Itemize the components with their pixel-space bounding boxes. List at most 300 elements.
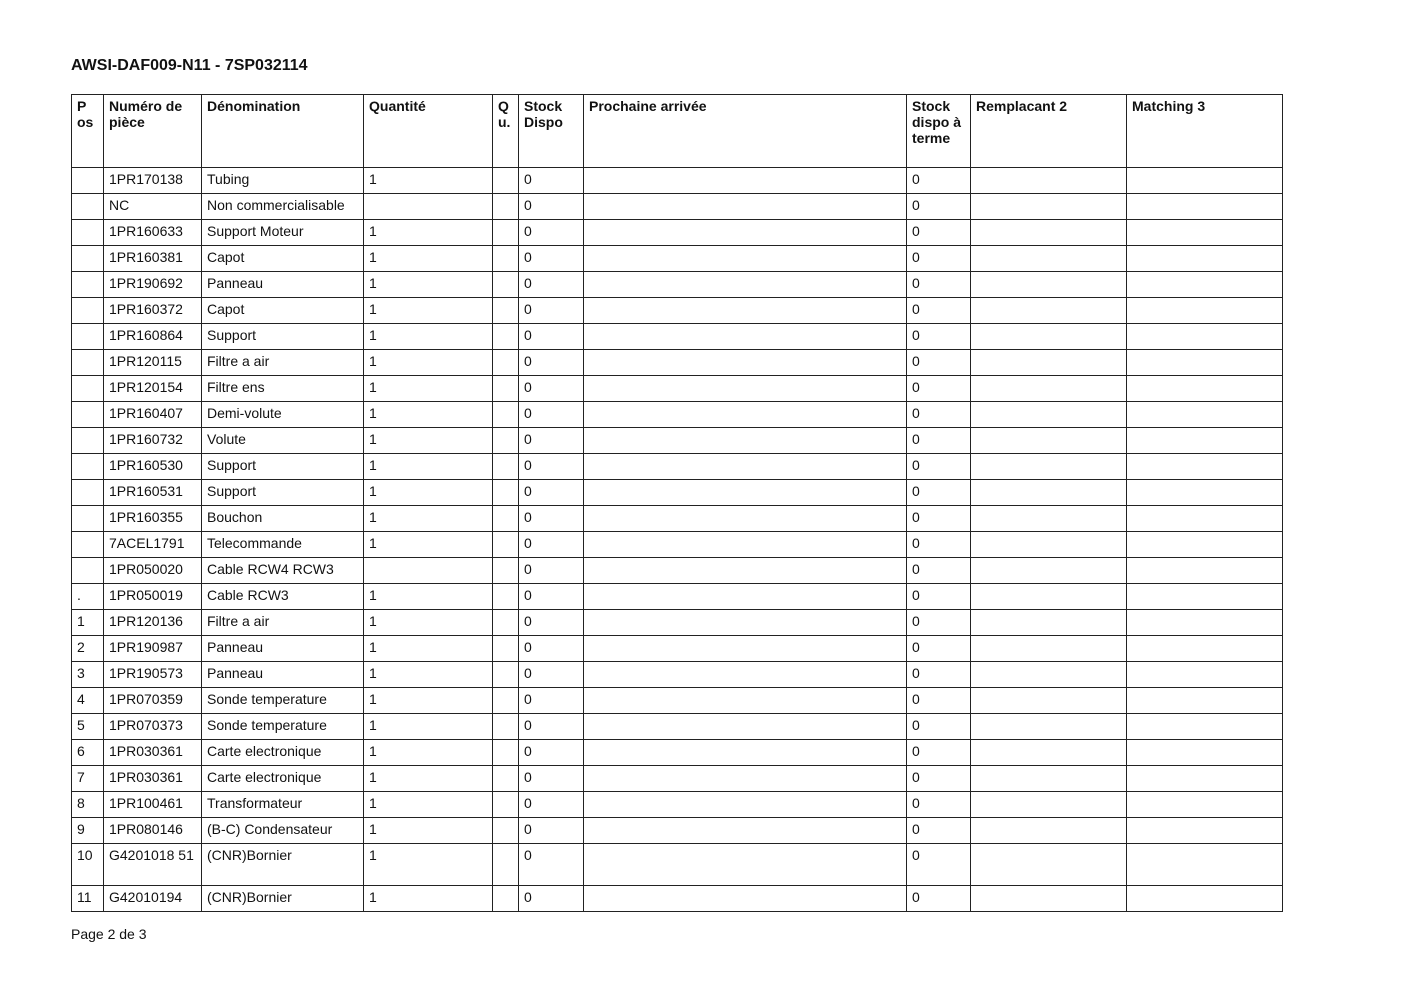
cell-part-number: 1PR070359 [104,688,202,714]
document-title: AWSI-DAF009-N11 - 7SP032114 [71,57,308,74]
cell-remplacant [971,740,1127,766]
cell-denomination: (CNR)Bornier [202,886,364,912]
cell-remplacant [971,558,1127,584]
cell-stock-dispo: 0 [519,532,584,558]
cell-quantity: 1 [364,740,493,766]
cell-part-number: 7ACEL1791 [104,532,202,558]
cell-denomination: Support [202,480,364,506]
cell-quantity: 1 [364,506,493,532]
cell-next-arrival [584,792,907,818]
cell-stock-dispo-terme: 0 [907,298,971,324]
cell-stock-dispo: 0 [519,662,584,688]
cell-next-arrival [584,506,907,532]
cell-qu [493,298,519,324]
table-row [72,662,1283,688]
cell-pos: 4 [72,688,104,714]
cell-stock-dispo-terme: 0 [907,584,971,610]
cell-part-number: G42010194 [104,886,202,912]
cell-matching [1127,740,1283,766]
cell-matching [1127,610,1283,636]
cell-next-arrival [584,402,907,428]
cell-qu [493,168,519,194]
cell-qu [493,480,519,506]
cell-part-number: 1PR190573 [104,662,202,688]
cell-part-number: 1PR080146 [104,818,202,844]
cell-remplacant [971,402,1127,428]
cell-matching [1127,246,1283,272]
table-row [72,818,1283,844]
cell-stock-dispo-terme: 0 [907,818,971,844]
cell-quantity: 1 [364,766,493,792]
cell-qu [493,610,519,636]
cell-denomination: Telecommande [202,532,364,558]
cell-quantity [364,558,493,584]
cell-stock-dispo-terme: 0 [907,662,971,688]
cell-part-number: 1PR120115 [104,350,202,376]
cell-remplacant [971,220,1127,246]
table-row [72,376,1283,402]
cell-denomination: Filtre a air [202,610,364,636]
cell-next-arrival [584,480,907,506]
cell-stock-dispo-terme: 0 [907,714,971,740]
cell-pos: 1 [72,610,104,636]
cell-next-arrival [584,376,907,402]
cell-part-number: G4201018 51 [104,844,202,886]
cell-part-number: 1PR030361 [104,766,202,792]
table-body [72,168,1283,912]
cell-remplacant [971,688,1127,714]
cell-denomination: Support [202,324,364,350]
cell-stock-dispo-terme: 0 [907,844,971,886]
table-row [72,220,1283,246]
table-row [72,636,1283,662]
cell-pos: . [72,584,104,610]
cell-next-arrival [584,454,907,480]
cell-next-arrival [584,766,907,792]
cell-qu [493,272,519,298]
cell-matching [1127,324,1283,350]
cell-qu [493,220,519,246]
cell-quantity [364,194,493,220]
cell-stock-dispo: 0 [519,792,584,818]
cell-qu [493,792,519,818]
cell-denomination: Cable RCW3 [202,584,364,610]
table-row [72,480,1283,506]
cell-matching [1127,714,1283,740]
cell-part-number: 1PR160381 [104,246,202,272]
table-row [72,246,1283,272]
cell-pos: 6 [72,740,104,766]
cell-part-number: 1PR100461 [104,792,202,818]
cell-quantity: 1 [364,428,493,454]
cell-matching [1127,844,1283,886]
cell-denomination: Panneau [202,662,364,688]
cell-part-number: 1PR190987 [104,636,202,662]
cell-pos [72,454,104,480]
cell-part-number: 1PR170138 [104,168,202,194]
cell-next-arrival [584,740,907,766]
cell-part-number: 1PR120154 [104,376,202,402]
cell-next-arrival [584,350,907,376]
cell-matching [1127,532,1283,558]
cell-qu [493,662,519,688]
cell-next-arrival [584,714,907,740]
cell-pos: 11 [72,886,104,912]
table-row [72,454,1283,480]
cell-denomination: Filtre a air [202,350,364,376]
cell-remplacant [971,792,1127,818]
cell-qu [493,194,519,220]
cell-part-number: 1PR050020 [104,558,202,584]
cell-matching [1127,636,1283,662]
cell-quantity: 1 [364,584,493,610]
cell-denomination: Bouchon [202,506,364,532]
cell-stock-dispo-terme: 0 [907,454,971,480]
cell-pos [72,298,104,324]
cell-stock-dispo: 0 [519,272,584,298]
cell-remplacant [971,766,1127,792]
cell-qu [493,402,519,428]
cell-pos: 7 [72,766,104,792]
cell-denomination: Sonde temperature [202,688,364,714]
cell-stock-dispo: 0 [519,688,584,714]
cell-part-number: 1PR160732 [104,428,202,454]
cell-matching [1127,350,1283,376]
cell-next-arrival [584,818,907,844]
cell-matching [1127,584,1283,610]
table-row [72,272,1283,298]
table-row [72,350,1283,376]
cell-stock-dispo: 0 [519,636,584,662]
cell-next-arrival [584,246,907,272]
cell-matching [1127,194,1283,220]
cell-stock-dispo: 0 [519,584,584,610]
cell-stock-dispo: 0 [519,376,584,402]
cell-pos: 9 [72,818,104,844]
cell-quantity: 1 [364,246,493,272]
cell-stock-dispo: 0 [519,324,584,350]
col-header-denomination: Dénomination [202,95,364,168]
cell-stock-dispo: 0 [519,454,584,480]
col-header-part-number: Numéro de pièce [104,95,202,168]
cell-denomination: Panneau [202,636,364,662]
cell-part-number: 1PR160864 [104,324,202,350]
cell-quantity: 1 [364,688,493,714]
cell-denomination: Non commercialisable [202,194,364,220]
page-number: Page 2 de 3 [71,926,147,942]
cell-next-arrival [584,194,907,220]
cell-next-arrival [584,168,907,194]
cell-stock-dispo-terme: 0 [907,194,971,220]
cell-pos [72,350,104,376]
cell-next-arrival [584,532,907,558]
cell-pos [72,220,104,246]
cell-stock-dispo-terme: 0 [907,636,971,662]
cell-quantity: 1 [364,324,493,350]
cell-stock-dispo-terme: 0 [907,324,971,350]
cell-pos: 8 [72,792,104,818]
cell-remplacant [971,194,1127,220]
cell-stock-dispo: 0 [519,350,584,376]
cell-next-arrival [584,584,907,610]
cell-qu [493,428,519,454]
cell-next-arrival [584,298,907,324]
cell-stock-dispo-terme: 0 [907,402,971,428]
table-row [72,428,1283,454]
col-header-pos: P os [72,95,104,168]
table-row [72,766,1283,792]
cell-stock-dispo-terme: 0 [907,220,971,246]
table-row [72,324,1283,350]
cell-remplacant [971,584,1127,610]
cell-stock-dispo-terme: 0 [907,272,971,298]
cell-stock-dispo: 0 [519,402,584,428]
cell-stock-dispo-terme: 0 [907,886,971,912]
cell-qu [493,558,519,584]
cell-next-arrival [584,662,907,688]
cell-qu [493,886,519,912]
cell-denomination: Demi-volute [202,402,364,428]
cell-denomination: Capot [202,246,364,272]
cell-quantity: 1 [364,636,493,662]
cell-stock-dispo-terme: 0 [907,376,971,402]
cell-qu [493,506,519,532]
cell-remplacant [971,636,1127,662]
cell-denomination: Transformateur [202,792,364,818]
cell-stock-dispo-terme: 0 [907,558,971,584]
table-row [72,168,1283,194]
cell-denomination: Volute [202,428,364,454]
cell-part-number: 1PR030361 [104,740,202,766]
cell-pos [72,194,104,220]
cell-quantity: 1 [364,662,493,688]
cell-denomination: (CNR)Bornier [202,844,364,886]
cell-stock-dispo: 0 [519,740,584,766]
cell-qu [493,246,519,272]
cell-quantity: 1 [364,610,493,636]
cell-stock-dispo-terme: 0 [907,610,971,636]
cell-matching [1127,506,1283,532]
table-row [72,506,1283,532]
cell-stock-dispo-terme: 0 [907,350,971,376]
cell-stock-dispo-terme: 0 [907,688,971,714]
cell-stock-dispo: 0 [519,220,584,246]
cell-pos: 5 [72,714,104,740]
cell-denomination: Carte electronique [202,740,364,766]
cell-part-number: 1PR120136 [104,610,202,636]
cell-part-number: NC [104,194,202,220]
cell-pos [72,480,104,506]
cell-qu [493,740,519,766]
cell-remplacant [971,532,1127,558]
cell-pos [72,558,104,584]
table-row [72,402,1283,428]
table-row [72,844,1283,886]
table-row [72,558,1283,584]
cell-matching [1127,766,1283,792]
table-row [72,610,1283,636]
cell-stock-dispo-terme: 0 [907,506,971,532]
cell-qu [493,532,519,558]
cell-remplacant [971,480,1127,506]
cell-quantity: 1 [364,168,493,194]
table-header-row [72,95,1283,168]
cell-stock-dispo-terme: 0 [907,766,971,792]
cell-quantity: 1 [364,886,493,912]
cell-pos [72,246,104,272]
cell-quantity: 1 [364,532,493,558]
cell-part-number: 1PR160531 [104,480,202,506]
cell-matching [1127,818,1283,844]
cell-quantity: 1 [364,402,493,428]
table-row [72,792,1283,818]
cell-part-number: 1PR160355 [104,506,202,532]
table-row [72,886,1283,912]
cell-stock-dispo: 0 [519,558,584,584]
cell-stock-dispo-terme: 0 [907,792,971,818]
cell-pos: 3 [72,662,104,688]
cell-qu [493,818,519,844]
cell-next-arrival [584,558,907,584]
cell-part-number: 1PR070373 [104,714,202,740]
cell-quantity: 1 [364,220,493,246]
cell-next-arrival [584,886,907,912]
cell-denomination: Support Moteur [202,220,364,246]
cell-remplacant [971,298,1127,324]
cell-pos [72,532,104,558]
cell-quantity: 1 [364,480,493,506]
cell-qu [493,714,519,740]
cell-denomination: Tubing [202,168,364,194]
col-header-qu: Q u. [493,95,519,168]
col-header-next-arrival: Prochaine arrivée [584,95,907,168]
cell-stock-dispo: 0 [519,194,584,220]
cell-matching [1127,662,1283,688]
cell-pos [72,506,104,532]
cell-stock-dispo-terme: 0 [907,480,971,506]
cell-next-arrival [584,688,907,714]
cell-qu [493,376,519,402]
cell-matching [1127,428,1283,454]
cell-remplacant [971,376,1127,402]
cell-next-arrival [584,610,907,636]
cell-next-arrival [584,220,907,246]
table-row [72,740,1283,766]
cell-matching [1127,168,1283,194]
cell-stock-dispo: 0 [519,506,584,532]
col-header-remplacant: Remplacant 2 [971,95,1127,168]
cell-qu [493,584,519,610]
cell-qu [493,636,519,662]
cell-remplacant [971,324,1127,350]
cell-stock-dispo-terme: 0 [907,532,971,558]
table-row [72,688,1283,714]
table-row [72,584,1283,610]
cell-stock-dispo: 0 [519,886,584,912]
cell-remplacant [971,886,1127,912]
cell-pos [72,402,104,428]
cell-denomination: Carte electronique [202,766,364,792]
cell-pos [72,428,104,454]
cell-stock-dispo-terme: 0 [907,168,971,194]
cell-matching [1127,480,1283,506]
cell-pos [72,324,104,350]
cell-pos: 10 [72,844,104,886]
cell-denomination: (B-C) Condensateur [202,818,364,844]
parts-table [71,94,1283,912]
cell-denomination: Support [202,454,364,480]
cell-quantity: 1 [364,298,493,324]
cell-denomination: Sonde temperature [202,714,364,740]
cell-remplacant [971,454,1127,480]
cell-quantity: 1 [364,844,493,886]
cell-stock-dispo: 0 [519,168,584,194]
col-header-quantity: Quantité [364,95,493,168]
cell-next-arrival [584,428,907,454]
cell-stock-dispo-terme: 0 [907,740,971,766]
table-row [72,714,1283,740]
cell-next-arrival [584,272,907,298]
cell-denomination: Capot [202,298,364,324]
cell-matching [1127,376,1283,402]
cell-qu [493,844,519,886]
cell-matching [1127,792,1283,818]
cell-stock-dispo: 0 [519,246,584,272]
cell-remplacant [971,714,1127,740]
cell-denomination: Panneau [202,272,364,298]
table-row [72,194,1283,220]
col-header-stock-dispo-terme: Stock dispo à terme [907,95,971,168]
cell-stock-dispo: 0 [519,610,584,636]
cell-part-number: 1PR190692 [104,272,202,298]
cell-qu [493,688,519,714]
cell-part-number: 1PR160633 [104,220,202,246]
cell-stock-dispo-terme: 0 [907,428,971,454]
cell-remplacant [971,350,1127,376]
cell-stock-dispo: 0 [519,480,584,506]
cell-remplacant [971,610,1127,636]
cell-part-number: 1PR050019 [104,584,202,610]
cell-qu [493,350,519,376]
cell-stock-dispo: 0 [519,818,584,844]
cell-quantity: 1 [364,714,493,740]
cell-stock-dispo-terme: 0 [907,246,971,272]
cell-next-arrival [584,636,907,662]
cell-quantity: 1 [364,350,493,376]
cell-denomination: Cable RCW4 RCW3 [202,558,364,584]
cell-remplacant [971,428,1127,454]
cell-quantity: 1 [364,792,493,818]
cell-pos [72,272,104,298]
cell-matching [1127,272,1283,298]
cell-remplacant [971,246,1127,272]
cell-matching [1127,220,1283,246]
cell-stock-dispo: 0 [519,428,584,454]
cell-pos [72,376,104,402]
cell-matching [1127,688,1283,714]
table-row [72,532,1283,558]
cell-quantity: 1 [364,376,493,402]
cell-qu [493,766,519,792]
cell-stock-dispo: 0 [519,844,584,886]
cell-part-number: 1PR160372 [104,298,202,324]
cell-part-number: 1PR160407 [104,402,202,428]
cell-quantity: 1 [364,818,493,844]
cell-part-number: 1PR160530 [104,454,202,480]
cell-remplacant [971,168,1127,194]
cell-remplacant [971,844,1127,886]
col-header-matching: Matching 3 [1127,95,1283,168]
